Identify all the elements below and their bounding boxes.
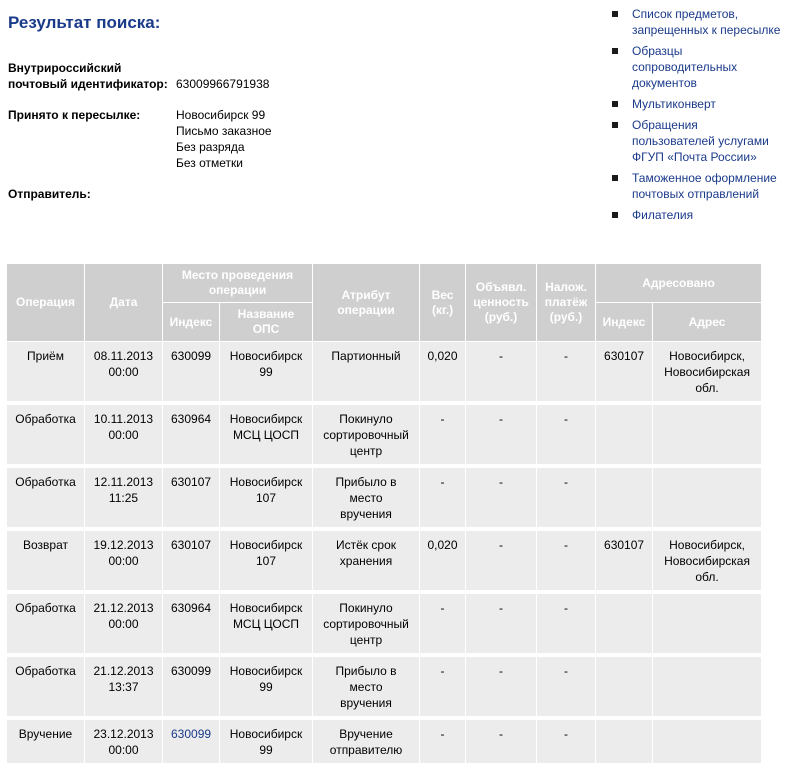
cell-operation: Обработка [7,655,85,718]
page-title: Результат поиска: [8,13,161,32]
sidebar-links [608,6,800,228]
cell-attribute: Покинуло сортировочный центр [313,403,420,466]
cell-cod: - [537,718,596,765]
cell-address [653,466,762,529]
cell-index: 630099 [163,342,220,404]
cell-date: 12.11.2013 11:25 [85,466,163,529]
cell-attribute: Покинуло сортировочный центр [313,592,420,655]
cell-weight: - [420,655,466,718]
cell-weight: - [420,718,466,765]
col-header-address: Адрес [653,303,762,342]
table-row [7,529,762,592]
cell-operation: Приём [7,342,85,404]
table-row [7,403,762,466]
col-header-office-name: Название ОПС [220,303,313,342]
sidebar-item [608,6,800,38]
cell-attribute: Прибыло в место вручения [313,466,420,529]
cell-addr-index: 630107 [596,529,653,592]
cell-index [163,718,220,765]
tracking-id-label-line1: Внутрироссийский [8,61,122,75]
cell-cod: - [537,592,596,655]
bullet-icon [612,48,618,54]
cell-address: Новосибирск, Новосибирская обл. [653,529,762,592]
cell-cod: - [537,466,596,529]
cell-date: 19.12.2013 00:00 [85,529,163,592]
table-row [7,655,762,718]
table-row [7,718,762,765]
cell-declared-value: - [466,403,537,466]
operations-table-body [7,342,762,766]
document-samples-link[interactable]: Образцы сопроводительных документов [632,44,738,90]
cell-declared-value: - [466,342,537,404]
sender-label: Отправитель: [8,187,91,201]
bullet-icon [612,122,618,128]
cell-date: 08.11.2013 00:00 [85,342,163,404]
cell-operation: Возврат [7,529,85,592]
cell-address: Новосибирск, Новосибирская обл. [653,342,762,404]
accepted-type: Письмо заказное [176,124,272,138]
col-header-place: Место проведения операции [163,264,313,303]
col-header-place-index: Индекс [163,303,220,342]
table-row [7,466,762,529]
sidebar-item [608,207,800,223]
bullet-icon [612,101,618,107]
sidebar-item [608,170,800,202]
cell-declared-value: - [466,529,537,592]
philately-link[interactable]: Филателия [632,208,694,222]
cell-declared-value: - [466,592,537,655]
cell-operation: Обработка [7,403,85,466]
cell-office-name: Новосибирск 99 [220,342,313,404]
cell-cod: - [537,342,596,404]
tracking-id-label-line2: почтовый идентификатор: [8,77,168,91]
cell-index: 630107 [163,529,220,592]
postal-index-link[interactable]: 630099 [171,727,212,741]
cell-date: 23.12.2013 00:00 [85,718,163,765]
sidebar-item [608,117,800,165]
accepted-label: Принято к пересылке: [8,108,141,122]
cell-office-name: Новосибирск МСЦ ЦОСП [220,403,313,466]
cell-addr-index [596,655,653,718]
bullet-icon [612,11,618,17]
cell-addr-index [596,403,653,466]
operations-table [6,263,762,767]
col-header-addressed: Адресовано [596,264,762,303]
cell-operation: Обработка [7,466,85,529]
cell-operation: Обработка [7,592,85,655]
cell-attribute: Партионный [313,342,420,404]
cell-office-name: Новосибирск 107 [220,529,313,592]
accepted-details [176,107,272,171]
col-header-cod: Налож. платёж (руб.) [537,264,596,342]
cell-address [653,403,762,466]
cell-declared-value: - [466,655,537,718]
cell-date: 10.11.2013 00:00 [85,403,163,466]
cell-office-name: Новосибирск 99 [220,718,313,765]
cell-attribute: Прибыло в место вручения [313,655,420,718]
accepted-mark: Без отметки [176,156,244,170]
table-row [7,592,762,655]
cell-cod: - [537,655,596,718]
cell-addr-index: 630107 [596,342,653,404]
col-header-addr-index: Индекс [596,303,653,342]
sidebar-link-list [608,6,800,223]
tracking-id-value: 63009966791938 [176,77,270,91]
cell-address [653,718,762,765]
cell-office-name: Новосибирск 107 [220,466,313,529]
sidebar-item [608,43,800,91]
accepted-category: Без разряда [176,140,245,154]
bullet-icon [612,212,618,218]
accepted-office: Новосибирск 99 [176,108,266,122]
cell-address [653,592,762,655]
cell-date: 21.12.2013 13:37 [85,655,163,718]
tracking-id-label [8,60,168,92]
cell-index: 630964 [163,592,220,655]
bullet-icon [612,175,618,181]
cell-weight: 0,020 [420,342,466,404]
sidebar-item [608,96,800,112]
col-header-declared-value: Объявл. ценность (руб.) [466,264,537,342]
col-header-weight: Вес (кг.) [420,264,466,342]
col-header-date: Дата [85,264,163,342]
cell-cod: - [537,403,596,466]
cell-operation: Вручение [7,718,85,765]
cell-declared-value: - [466,718,537,765]
table-header-row [7,264,762,303]
user-appeals-link[interactable]: Обращения пользователей услугами ФГУП «Почта России» [632,118,769,164]
cell-index: 630107 [163,466,220,529]
cell-attribute: Вручение отправителю [313,718,420,765]
table-row [7,342,762,404]
cell-office-name: Новосибирск 99 [220,655,313,718]
cell-date: 21.12.2013 00:00 [85,592,163,655]
cell-weight: - [420,592,466,655]
col-header-attribute: Атрибут операции [313,264,420,342]
cell-attribute: Истёк срок хранения [313,529,420,592]
cell-index: 630964 [163,403,220,466]
cell-addr-index [596,592,653,655]
prohibited-items-link[interactable]: Список предметов, запрещенных к пересылке [632,7,781,37]
cell-addr-index [596,466,653,529]
cell-cod: - [537,529,596,592]
customs-link[interactable]: Таможенное оформление почтовых отправлений [632,171,777,201]
cell-declared-value: - [466,466,537,529]
col-header-operation: Операция [7,264,85,342]
cell-weight: - [420,403,466,466]
cell-address [653,655,762,718]
multienvelope-link[interactable]: Мультиконверт [632,97,716,111]
cell-index: 630099 [163,655,220,718]
cell-weight: 0,020 [420,529,466,592]
cell-addr-index [596,718,653,765]
cell-weight: - [420,466,466,529]
cell-office-name: Новосибирск МСЦ ЦОСП [220,592,313,655]
